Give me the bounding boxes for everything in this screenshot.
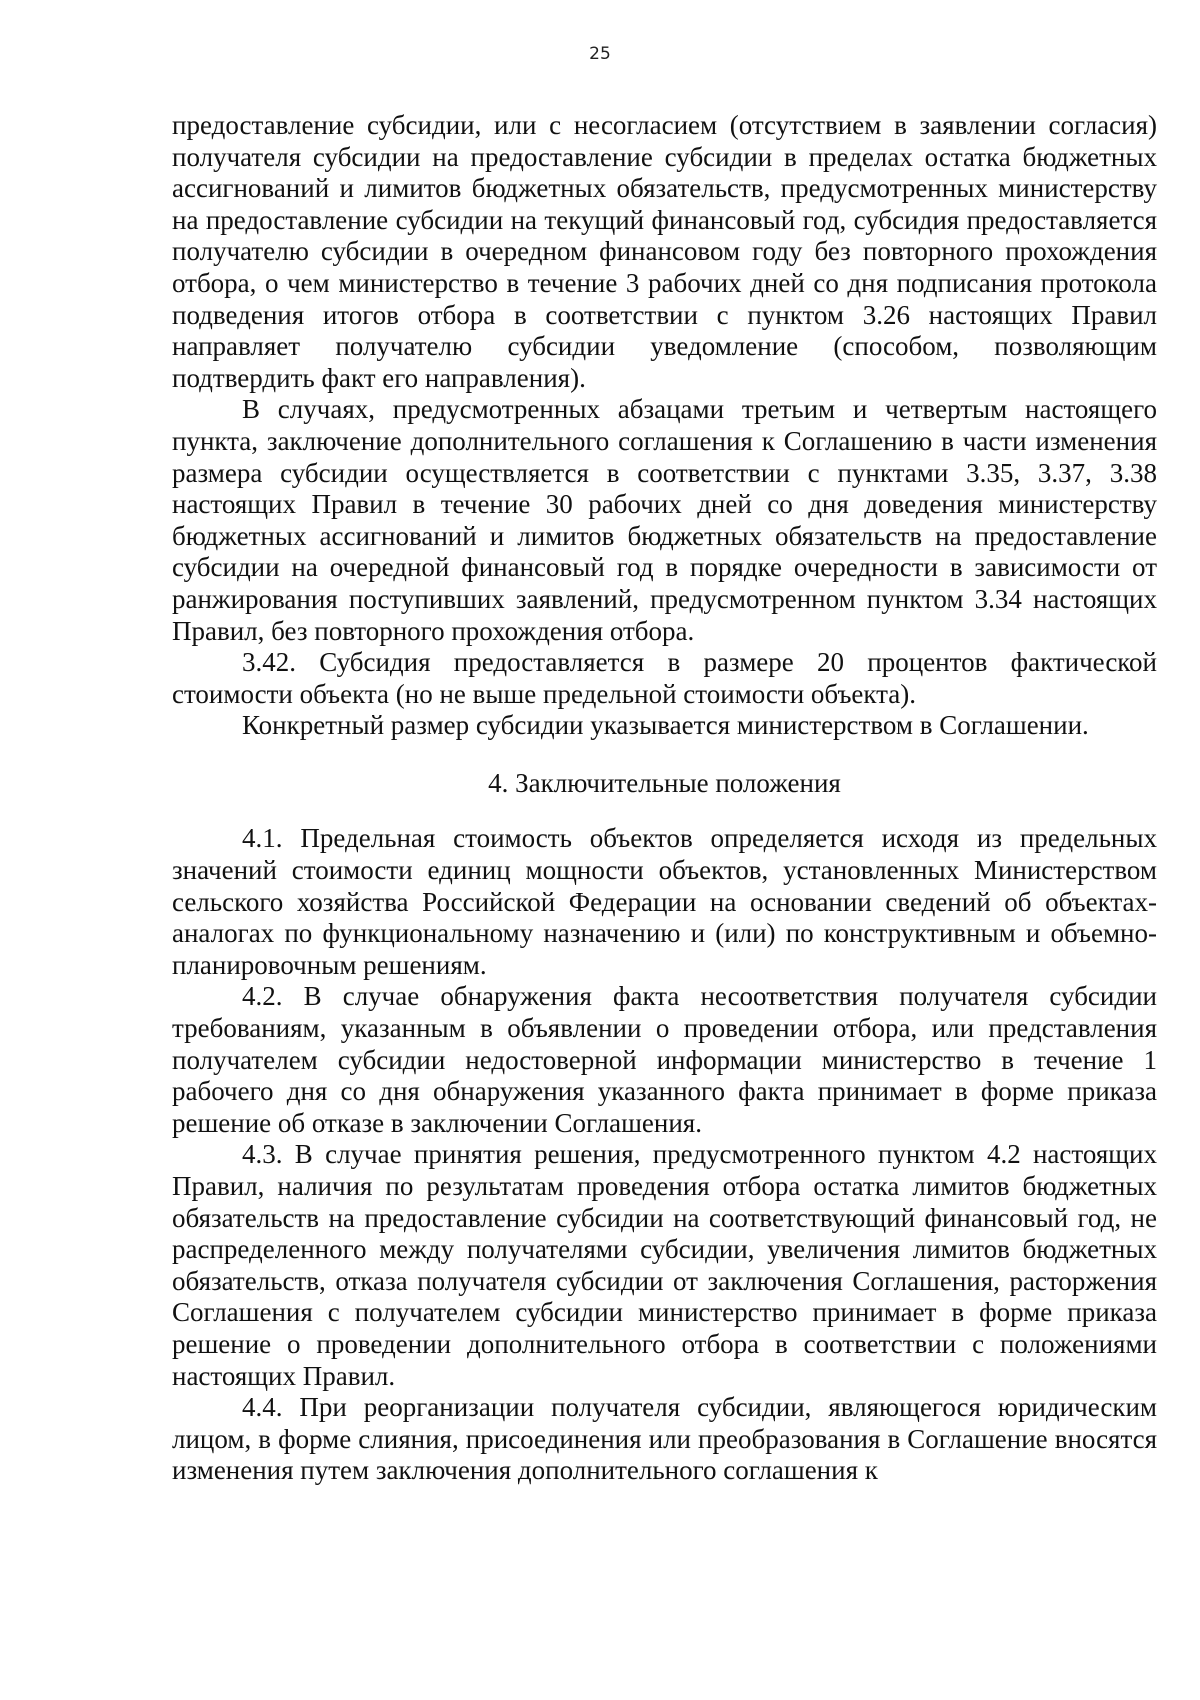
paragraph-3-42: 3.42. Субсидия предоставляется в размере 20 процентов фактической стоимости объекта (но не выше предельной стоимости объекта). xyxy=(172,647,1157,709)
paragraph-continuation: предоставление субсидии, или с несогласием (отсутствием в заявлении согласия) получателя субсидии на предоставление субсидии в пределах остатка бюджетных ассигнований и лимитов бюджетных обязательств, предусмотренных министерству на предоставление субсидии на текущий финансовый год, субсидия предоставляется получателю субсидии в очередном финансовом году без повторного прохождения отбора, о чем министерство в течение 3 рабочих дней со дня подписания протокола подведения итогов отбора в соответствии с пунктом 3.26 настоящих Правил направляет получателю субсидии уведомление (способом, позволяющим подтвердить факт его направления). xyxy=(172,110,1157,393)
page-number: 25 xyxy=(589,44,611,64)
paragraph-4-4: 4.4. При реорганизации получателя субсидии, являющегося юридическим лицом, в форме слияния, присоединения или преобразования в Соглашение вносятся изменения путем заключения дополнительного соглашения к xyxy=(172,1392,1157,1486)
section-heading: 4. Заключительные положения xyxy=(488,767,841,798)
paragraph-4-2: 4.2. В случае обнаружения факта несоответствия получателя субсидии требованиям, указанным в объявлении о проведении отбора, или представления получателем субсидии недостоверной информации министерство в течение 1 рабочего дня со дня обнаружения указанного факта принимает в форме приказа решение об отказе в заключении Соглашения. xyxy=(172,981,1157,1138)
paragraph-4-3: 4.3. В случае принятия решения, предусмотренного пунктом 4.2 настоящих Правил, наличия по результатам проведения отбора остатка лимитов бюджетных обязательств на предоставление субсидии на соответствующий финансовый год, не распределенного между получателями субсидии, увеличения лимитов бюджетных обязательств, отказа получателя субсидии от заключения Соглашения, расторжения Соглашения с получателем субсидии министерство принимает в форме приказа решение о проведении дополнительного отбора в соответствии с положениями настоящих Правил. xyxy=(172,1139,1157,1391)
document-body xyxy=(172,110,1157,1487)
paragraph-subsidy-amount: Конкретный размер субсидии указывается министерством в Соглашении. xyxy=(242,710,1089,741)
paragraph-4-1: 4.1. Предельная стоимость объектов определяется исходя из предельных значений стоимости единиц мощности объектов, установленных Министерством сельского хозяйства Российской Федерации на основании сведений об объектах-аналогах по функциональному назначению и (или) по конструктивным и объемно-планировочным решениям. xyxy=(172,823,1157,980)
paragraph-amendment-terms: В случаях, предусмотренных абзацами третьим и четвертым настоящего пункта, заключение дополнительного соглашения к Соглашению в части изменения размера субсидии осуществляется в соответствии с пунктами 3.35, 3.37, 3.38 настоящих Правил в течение 30 рабочих дней со дня доведения министерству бюджетных ассигнований и лимитов бюджетных обязательств на предоставление субсидии на очередной финансовый год в порядке очередности в зависимости от ранжирования поступивших заявлений, предусмотренном пунктом 3.34 настоящих Правил, без повторного прохождения отбора. xyxy=(172,394,1157,646)
